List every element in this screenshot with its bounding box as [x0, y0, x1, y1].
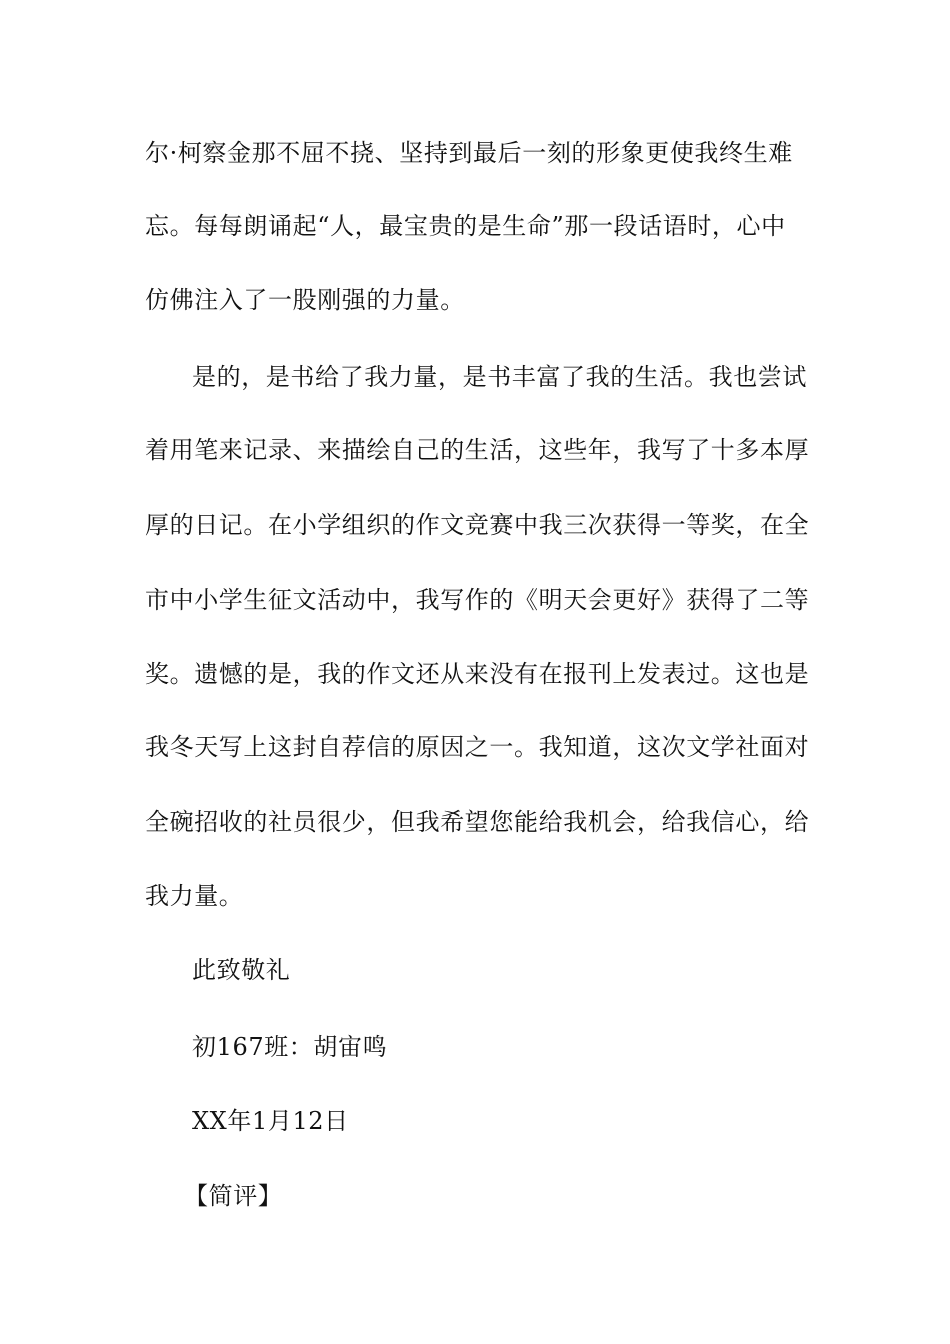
paragraph-2-line-1: 是的，是书给了我力量，是书丰富了我的生活。我也尝试: [192, 363, 807, 391]
paragraph-2-line-7: 全碗招收的社员很少，但我希望您能给我机会，给我信心，给: [145, 808, 810, 836]
closing-salutation: 此致敬礼: [192, 956, 291, 984]
paragraph-2-line-2: 着用笔来记录、来描绘自己的生活，这些年，我写了十多本厚: [145, 436, 810, 464]
paragraph-1-line-2: 忘。每每朗诵起“人，最宝贵的是生命”那一段话语时，心中: [145, 212, 786, 240]
date: XX年1月12日: [192, 1107, 349, 1135]
paragraph-2-line-3: 厚的日记。在小学组织的作文竞赛中我三次获得一等奖，在全: [145, 511, 810, 539]
paragraph-1-line-3: 仿佛注入了一股刚强的力量。: [145, 286, 465, 314]
paragraph-2-line-4: 市中小学生征文活动中，我写作的《明天会更好》获得了二等: [145, 586, 810, 614]
review-heading: 【简评】: [184, 1182, 283, 1210]
paragraph-2-line-6: 我冬天写上这封自荐信的原因之一。我知道，这次文学社面对: [145, 733, 810, 761]
paragraph-2-line-8: 我力量。: [145, 882, 244, 910]
signature: 初167班：胡宙鸣: [192, 1033, 388, 1061]
paragraph-1-line-1: 尔·柯察金那不屈不挠、坚持到最后一刻的形象更使我终生难: [145, 139, 793, 167]
paragraph-2-line-5: 奖。遗憾的是，我的作文还从来没有在报刊上发表过。这也是: [145, 660, 810, 688]
